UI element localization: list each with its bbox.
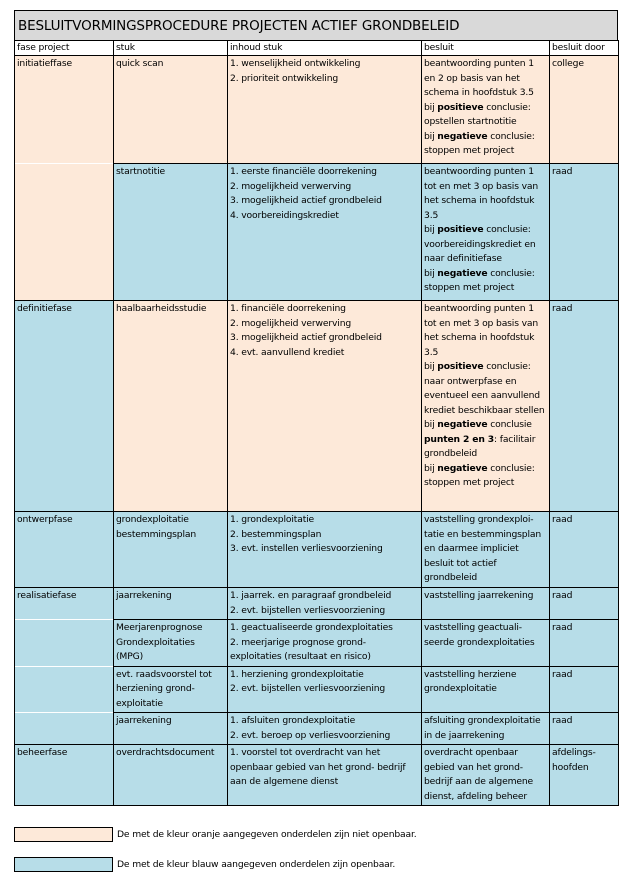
inhoud-cell: 1. grondexploitatie 2. bestemmingsplan 3. evt. instellen verliesvoorziening [228,512,422,588]
besluit-cell: beantwoording punten 1 en 2 op basis van het schema in hoofdstuk 3.5 bij positieve conclusie: opstellen startnotitie bij negatieve conclusie: stoppen met project [422,56,550,164]
stuk-cell: evt. raadsvoorstel tot herziening grond- exploitatie [114,666,228,713]
stuk-cell: grondexploitatie bestemmingsplan [114,512,228,588]
besluit-cell: vaststelling herziene grondexploitatie [422,666,550,713]
besluit-cell: overdracht openbaar gebied van het grond- bedrijf aan de algemene dienst, afdeling beheer [422,745,550,806]
fase-cell [15,713,114,745]
legend-orange-text: De met de kleur oranje aangegeven onderdelen zijn niet openbaar. [117,829,417,840]
inhoud-cell: 1. wenselijkheid ontwikkeling 2. prioriteit ontwikkeling [228,56,422,164]
besluit-door-cell: raad [550,301,619,512]
besluit-door-cell: raad [550,588,619,620]
inhoud-cell: 1. jaarrek. en paragraaf grondbeleid 2. evt. bijstellen verliesvoorziening [228,588,422,620]
header-stuk: stuk [114,41,228,56]
besluit-cell: vaststelling jaarrekening [422,588,550,620]
header-besluit-door: besluit door [550,41,619,56]
inhoud-cell: 1. herziening grondexploitatie 2. evt. bijstellen verliesvoorziening [228,666,422,713]
table-row [15,745,619,806]
fase-cell: beheerfase [15,745,114,806]
besluit-door-cell: raad [550,620,619,667]
header-besluit: besluit [422,41,550,56]
fase-cell: initiatieffase [15,56,114,164]
besluit-door-cell: raad [550,164,619,301]
fase-cell [15,666,114,713]
stuk-cell: startnotitie [114,164,228,301]
inhoud-cell: 1. financiële doorrekening 2. mogelijkheid verwerving 3. mogelijkheid actief grondbeleid 4. evt. aanvullend krediet [228,301,422,512]
stuk-cell: haalbaarheidsstudie [114,301,228,512]
legend-blue-text: De met de kleur blauw aangegeven onderdelen zijn openbaar. [117,859,396,870]
table-row [15,666,619,713]
inhoud-cell: 1. eerste financiële doorrekening 2. mogelijkheid verwerving 3. mogelijkheid actief grondbeleid 4. voorbereidingskrediet [228,164,422,301]
fase-cell: definitiefase [15,301,114,512]
inhoud-cell: 1. voorstel tot overdracht van het openbaar gebied van het grond- bedrijf aan de algemene dienst [228,745,422,806]
procedure-table [14,40,619,806]
table-row [15,164,619,301]
fase-cell [15,620,114,667]
inhoud-cell: 1. geactualiseerde grondexploitaties 2. meerjarige prognose grond- exploitaties (resultaat en risico) [228,620,422,667]
besluit-door-cell: raad [550,512,619,588]
table-row [15,512,619,588]
header-inhoud: inhoud stuk [228,41,422,56]
sheet-title: BESLUITVORMINGSPROCEDURE PROJECTEN ACTIEF GRONDBELEID [14,10,618,40]
stuk-cell: quick scan [114,56,228,164]
besluit-cell: vaststelling grondexploi- tatie en bestemmingsplan en daarmee impliciet besluit tot actief grondbeleid [422,512,550,588]
besluit-cell: vaststelling geactuali- seerde grondexploitaties [422,620,550,667]
inhoud-cell: 1. afsluiten grondexploitatie 2. evt. beroep op verliesvoorziening [228,713,422,745]
stuk-cell: overdrachtsdocument [114,745,228,806]
besluit-door-cell: college [550,56,619,164]
stuk-cell: jaarrekening [114,713,228,745]
fase-cell: ontwerpfase [15,512,114,588]
header-row [15,41,619,56]
table-row [15,713,619,745]
besluit-cell: beantwoording punten 1 tot en met 3 op basis van het schema in hoofdstuk 3.5 bij positieve conclusie: naar ontwerpfase en eventueel een aanvullend krediet beschikbaar stellen bij negatieve conclusie punten 2 en 3: facilitair grondbeleid bij negatieve conclusie: stoppen met project [422,301,550,512]
table-row [15,620,619,667]
besluit-door-cell: raad [550,666,619,713]
legend-orange-swatch [14,827,113,842]
fase-cell: realisatiefase [15,588,114,620]
table-row [15,56,619,164]
stuk-cell: Meerjarenprognose Grondexploitaties (MPG) [114,620,228,667]
procedure-sheet [14,10,618,806]
header-fase: fase project [15,41,114,56]
besluit-cell: afsluiting grondexploitatie in de jaarrekening [422,713,550,745]
stuk-cell: jaarrekening [114,588,228,620]
fase-cell [15,164,114,301]
legend-blue-swatch [14,857,113,872]
besluit-door-cell: raad [550,713,619,745]
table-row [15,588,619,620]
besluit-door-cell: afdelings- hoofden [550,745,619,806]
table-row [15,301,619,512]
besluit-cell: beantwoording punten 1 tot en met 3 op basis van het schema in hoofdstuk 3.5 bij positieve conclusie: voorbereidingskrediet en naar definitiefase bij negatieve conclusie: stoppen met project [422,164,550,301]
